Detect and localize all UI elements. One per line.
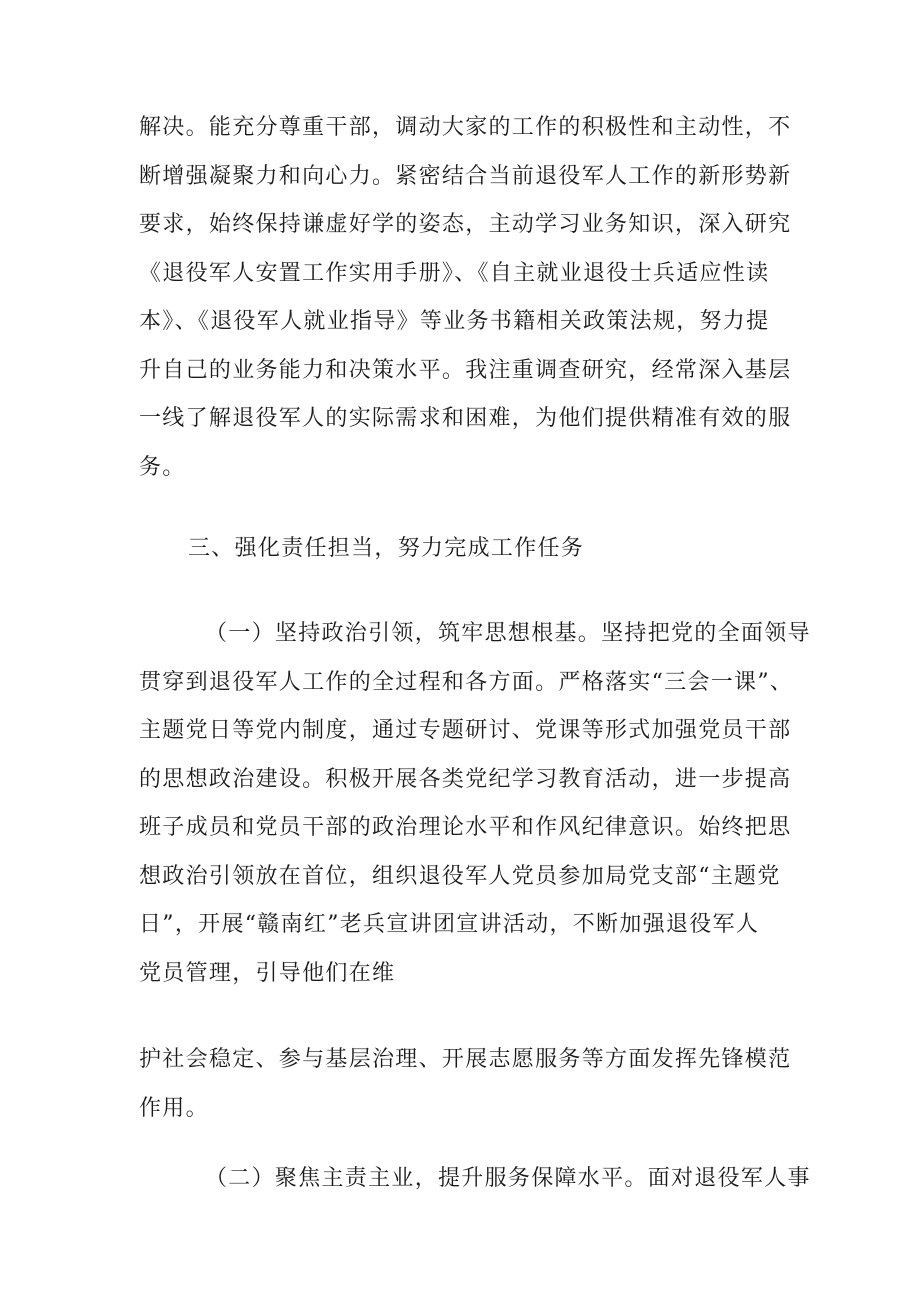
text-line: （一）坚持政治引领，筑牢思想根基。坚持把党的全面领导: [205, 621, 811, 646]
text-line: 一线了解退役军人的实际需求和困难，为他们提供精准有效的服: [139, 406, 792, 431]
text-line: 本》、《退役军人就业指导》等业务书籍相关政策法规，努力提: [139, 309, 770, 334]
text-line: 务。: [139, 454, 186, 480]
paragraph-continuation: [139, 104, 799, 492]
text-line: 班子成员和党员干部的政治理论水平和作风纪律意识。始终把思: [139, 815, 792, 840]
text-line: 升自己的业务能力和决策水平。我注重调查研究，经常深入基层: [139, 357, 792, 383]
subsection-one-paragraph: [139, 610, 811, 998]
text-line: 主题党日等党内制度，通过专题研讨、党课等形式加强党员干部: [139, 718, 792, 743]
text-line: 护社会稳定、参与基层治理、开展志愿服务等方面发挥先锋模范: [139, 1047, 792, 1072]
subsection-two-paragraph: [139, 1155, 811, 1204]
text-line: 的思想政治建设。积极开展各类党纪学习教育活动，进一步提高: [139, 766, 792, 792]
text-line: 断增强凝聚力和向心力。紧密结合当前退役军人工作的新形势新: [139, 163, 792, 189]
text-line: 想政治引领放在首位，组织退役军人党员参加局党支部“主题党: [139, 863, 781, 889]
text-line: 解决。能充分尊重干部，调动大家的工作的积极性和主动性，不: [139, 115, 792, 140]
text-line: 党员管理，引导他们在维: [139, 960, 396, 986]
text-line: 作用。: [139, 1095, 209, 1121]
text-line: （二）聚焦主责主业，提升服务保障水平。面对退役军人事: [205, 1166, 811, 1191]
text-line: 要求，始终保持谦虚好学的姿态，主动学习业务知识，深入研究: [139, 212, 792, 237]
text-line: 贯穿到退役军人工作的全过程和各方面。严格落实“三会一课”、: [139, 669, 794, 695]
text-line: 《退役军人安置工作实用手册》、《自主就业退役士兵适应性读: [139, 260, 770, 286]
section-heading: [139, 525, 799, 574]
text-line: 日”，开展“赣南红”老兵宣讲团宣讲活动，不断加强退役军人: [139, 912, 760, 937]
paragraph-continuation-two: [139, 1036, 799, 1133]
section-heading-text: 三、强化责任担当，努力完成工作任务: [188, 536, 585, 561]
